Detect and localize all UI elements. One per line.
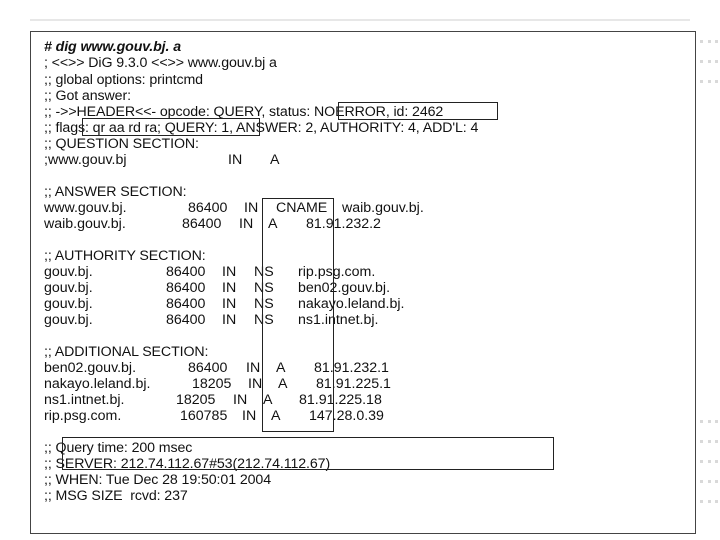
record-data: 81.91.232.1 bbox=[314, 360, 389, 376]
record-type: CNAME bbox=[276, 200, 328, 216]
question-name: ;www.gouv.bj bbox=[44, 152, 127, 168]
record-name: ben02.gouv.bj. bbox=[44, 360, 137, 376]
record-type: NS bbox=[254, 312, 274, 328]
record-name: nakayo.leland.bj. bbox=[44, 376, 151, 392]
record-ttl: 18205 bbox=[176, 392, 216, 408]
record-name: www.gouv.bj. bbox=[44, 200, 127, 216]
header-line: ; <<>> DiG 9.3.0 <<>> www.gouv.bj a bbox=[44, 55, 277, 71]
authority-section-title: ;; AUTHORITY SECTION: bbox=[44, 248, 206, 264]
record-class: IN bbox=[242, 408, 257, 424]
record-type: A bbox=[271, 408, 281, 424]
header-line: ;; Got answer: bbox=[44, 88, 131, 104]
record-data: nakayo.leland.bj. bbox=[298, 296, 405, 312]
header-line: ;; flags: qr aa rd ra; QUERY: 1, ANSWER: 2, AUTHORITY: 4, ADD'L: 4 bbox=[44, 120, 479, 136]
record-name: gouv.bj. bbox=[44, 264, 93, 280]
record-type: A bbox=[263, 392, 273, 408]
question-type: A bbox=[270, 152, 280, 168]
record-data: 81.91.232.2 bbox=[306, 216, 381, 232]
record-type: NS bbox=[254, 280, 274, 296]
record-data: rip.psg.com. bbox=[298, 264, 376, 280]
record-name: rip.psg.com. bbox=[44, 408, 122, 424]
record-name: ns1.intnet.bj. bbox=[44, 392, 125, 408]
footer-line: ;; Query time: 200 msec bbox=[44, 440, 193, 456]
record-name: gouv.bj. bbox=[44, 312, 93, 328]
record-class: IN bbox=[248, 376, 263, 392]
answer-section-title: ;; ANSWER SECTION: bbox=[44, 184, 187, 200]
record-ttl: 86400 bbox=[166, 264, 206, 280]
record-name: waib.gouv.bj. bbox=[44, 216, 126, 232]
record-class: IN bbox=[222, 312, 237, 328]
record-class: IN bbox=[222, 296, 237, 312]
header-line: ;; QUESTION SECTION: bbox=[44, 136, 199, 152]
dig-command: # dig www.gouv.bj. a bbox=[44, 39, 181, 55]
record-type: NS bbox=[254, 264, 274, 280]
footer-line: ;; MSG SIZE rcvd: 237 bbox=[44, 488, 188, 504]
record-class: IN bbox=[244, 200, 259, 216]
record-ttl: 18205 bbox=[192, 376, 232, 392]
question-class: IN bbox=[228, 152, 243, 168]
record-name: gouv.bj. bbox=[44, 280, 93, 296]
record-data: 81.91.225.1 bbox=[316, 376, 391, 392]
record-data: 81.91.225.18 bbox=[299, 392, 382, 408]
record-class: IN bbox=[239, 216, 254, 232]
record-name: gouv.bj. bbox=[44, 296, 93, 312]
record-class: IN bbox=[233, 392, 248, 408]
record-type: A bbox=[276, 360, 286, 376]
record-data: 147.28.0.39 bbox=[309, 408, 384, 424]
record-type: A bbox=[268, 216, 278, 232]
record-ttl: 86400 bbox=[166, 312, 206, 328]
record-ttl: 86400 bbox=[182, 216, 222, 232]
record-ttl: 160785 bbox=[180, 408, 228, 424]
additional-section-title: ;; ADDITIONAL SECTION: bbox=[44, 344, 209, 360]
record-data: ben02.gouv.bj. bbox=[298, 280, 391, 296]
record-class: IN bbox=[222, 264, 237, 280]
header-line: ;; ->>HEADER<<- opcode: QUERY, status: NOERROR, id: 2462 bbox=[44, 104, 444, 120]
footer-line: ;; SERVER: 212.74.112.67#53(212.74.112.67) bbox=[44, 456, 331, 472]
record-type: A bbox=[278, 376, 288, 392]
header-line: ;; global options: printcmd bbox=[44, 72, 203, 88]
record-type: NS bbox=[254, 296, 274, 312]
record-ttl: 86400 bbox=[166, 280, 206, 296]
record-data: waib.gouv.bj. bbox=[342, 200, 424, 216]
record-ttl: 86400 bbox=[188, 360, 228, 376]
record-class: IN bbox=[222, 280, 237, 296]
record-ttl: 86400 bbox=[166, 296, 206, 312]
footer-line: ;; WHEN: Tue Dec 28 19:50:01 2004 bbox=[44, 472, 271, 488]
record-ttl: 86400 bbox=[188, 200, 228, 216]
record-class: IN bbox=[246, 360, 261, 376]
record-data: ns1.intnet.bj. bbox=[298, 312, 379, 328]
